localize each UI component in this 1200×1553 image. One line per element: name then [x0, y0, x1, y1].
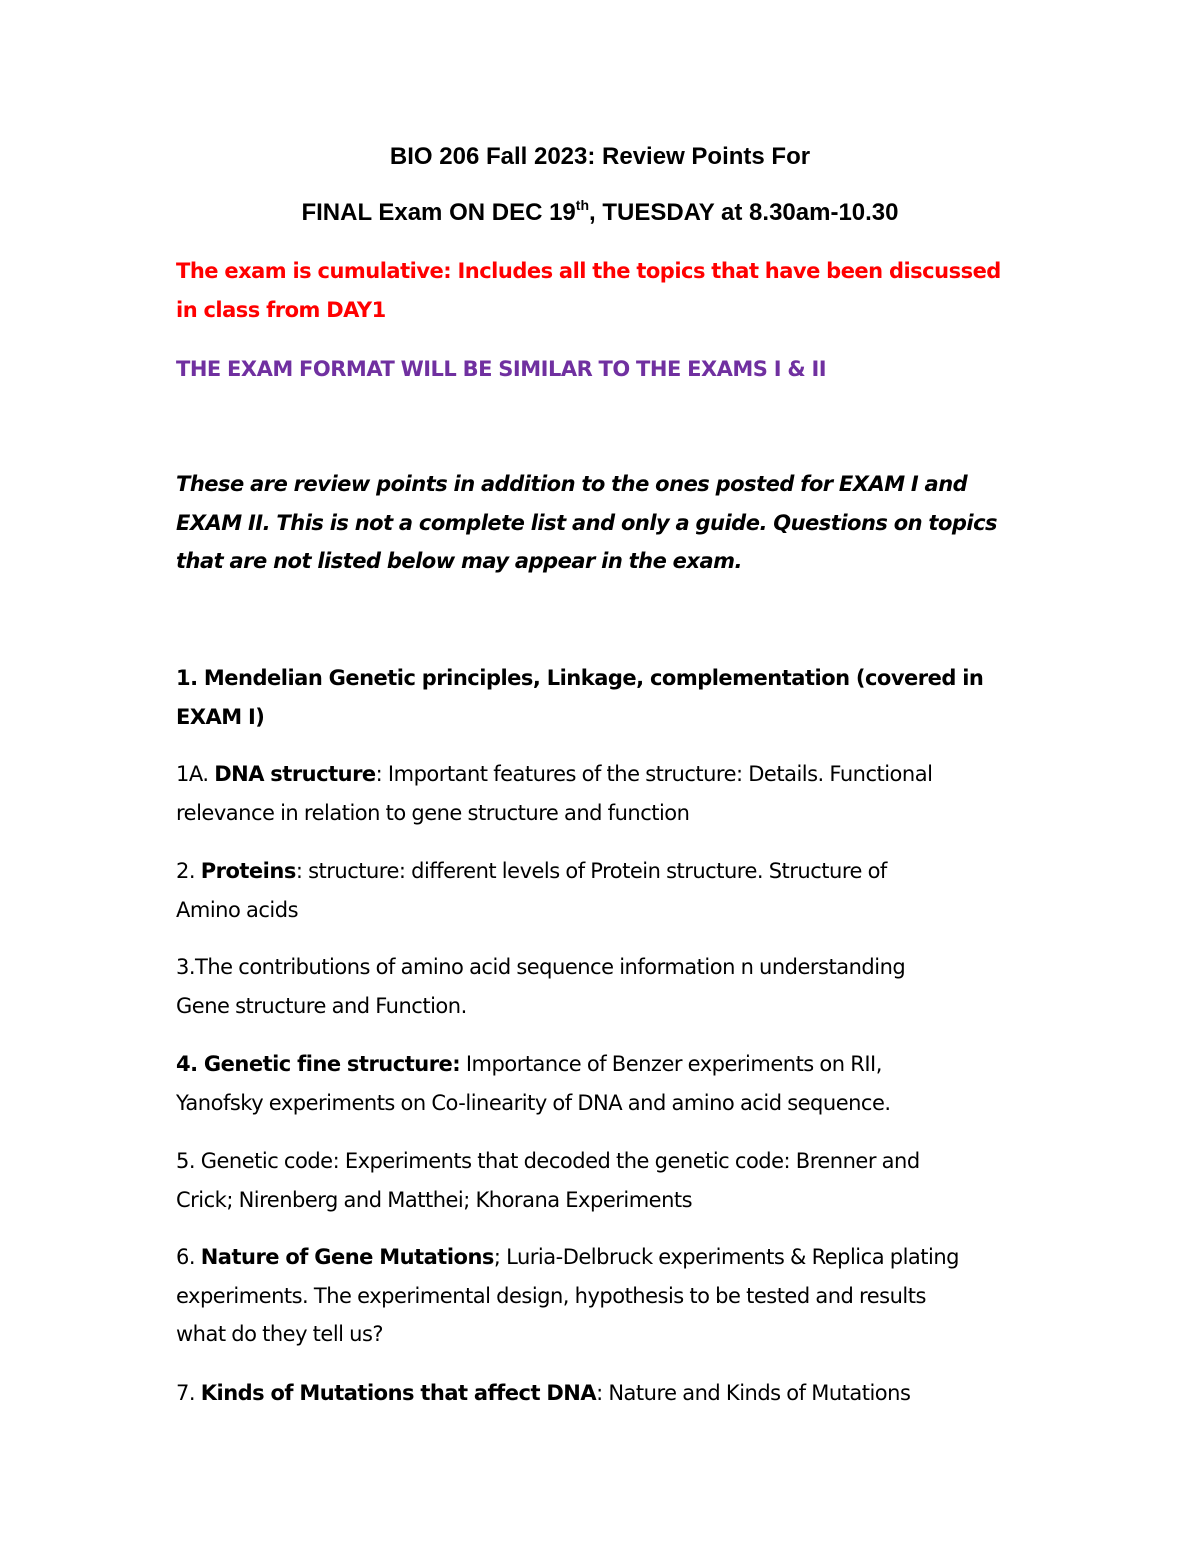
cumulative-line-2: in class from DAY1 — [176, 297, 386, 322]
item-1-line-1: 1. Mendelian Genetic principles, Linkage, complementation (covered in — [176, 666, 984, 690]
title-superscript: th — [575, 197, 589, 213]
item-1-line-2: EXAM I) — [176, 704, 265, 729]
item-4-line-2: Yanofsky experiments on Co-linearity of DNA and amino acid sequence. — [176, 1090, 891, 1115]
item-7-line-1 — [176, 1374, 1046, 1413]
item-2-prefix: 2. — [176, 859, 201, 883]
format-line: THE EXAM FORMAT WILL BE SIMILAR TO THE EXAMS I & II — [176, 357, 827, 381]
item-4-heading: 4. Genetic fine structure: — [176, 1052, 461, 1076]
item-6-line-2: experiments. The experimental design, hypothesis to be tested and results — [176, 1283, 926, 1308]
item-1a-line-1 — [176, 755, 1046, 794]
item-2-line-1 — [176, 852, 1046, 891]
item-7-prefix: 7. — [176, 1381, 201, 1405]
review-item-7 — [176, 1374, 1046, 1413]
item-1a-line-2: relevance in relation to gene structure and function — [176, 800, 690, 825]
item-6-heading: Nature of Gene Mutations — [200, 1245, 494, 1269]
title-line-2 — [0, 198, 1200, 228]
title-text-1: BIO 206 Fall 2023: Review Points For — [389, 143, 811, 170]
item-5-line-2: Crick; Nirenberg and Matthei; Khorana Experiments — [176, 1187, 693, 1212]
item-3-line-1: 3.The contributions of amino acid sequence information n understanding — [176, 955, 906, 979]
item-2-heading: Proteins — [200, 859, 296, 883]
item-1a-text: : Important features of the structure: Details. Functional — [375, 762, 933, 786]
cumulative-notice — [176, 252, 1046, 329]
guide-line-1: These are review points in addition to the ones posted for EXAM I and — [176, 472, 968, 496]
item-6-line-1 — [176, 1238, 1046, 1277]
review-item-1 — [176, 659, 1046, 736]
cumulative-line-1: The exam is cumulative: Includes all the topics that have been discussed — [176, 259, 1001, 283]
format-notice — [176, 350, 1046, 389]
item-5-line-1: 5. Genetic code: Experiments that decoded the genetic code: Brenner and — [176, 1149, 920, 1173]
item-2-text: : structure: different levels of Protein structure. Structure of — [295, 859, 887, 883]
guide-line-3: that are not listed below may appear in the exam. — [176, 549, 742, 573]
review-item-6 — [176, 1238, 1046, 1354]
review-item-4 — [176, 1045, 1046, 1122]
item-6-text: ; Luria-Delbruck experiments & Replica plating — [493, 1245, 959, 1269]
review-item-3 — [176, 948, 1046, 1025]
item-1a-prefix: 1A. — [176, 762, 215, 786]
item-4-text: Importance of Benzer experiments on RII, — [460, 1052, 882, 1076]
review-item-2 — [176, 852, 1046, 929]
review-item-5 — [176, 1142, 1046, 1219]
item-4-line-1 — [176, 1045, 1046, 1084]
item-2-line-2: Amino acids — [176, 897, 299, 922]
title-line-1 — [0, 142, 1200, 172]
item-7-text: : Nature and Kinds of Mutations — [596, 1381, 911, 1405]
title-text-2b: , TUESDAY at 8.30am-10.30 — [589, 199, 899, 226]
title-text-2a: FINAL Exam ON DEC 19 — [301, 199, 576, 226]
guide-notice — [176, 465, 1046, 581]
review-item-1a — [176, 755, 1046, 832]
item-7-heading: Kinds of Mutations that affect DNA — [200, 1381, 597, 1405]
item-6-prefix: 6. — [176, 1245, 201, 1269]
item-6-line-3: what do they tell us? — [176, 1322, 384, 1346]
item-1a-heading: DNA structure — [214, 762, 376, 786]
item-3-line-2: Gene structure and Function. — [176, 993, 467, 1018]
guide-line-2: EXAM II. This is not a complete list and only a guide. Questions on topics — [176, 510, 998, 535]
